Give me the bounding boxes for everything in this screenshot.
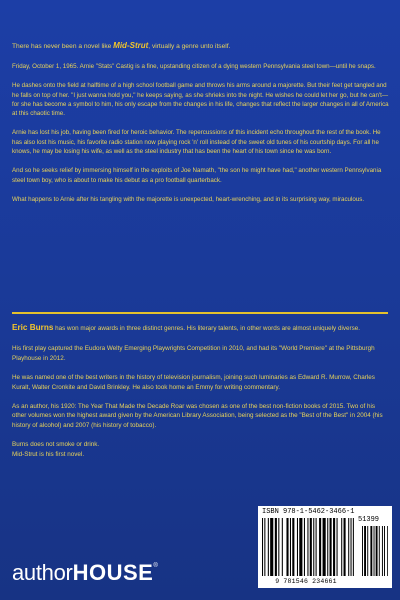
barcode-bar: [270, 518, 273, 576]
barcode-bar: [351, 518, 352, 576]
bio-paragraph: As an author, his 1920: The Year That Made the Decade Roar was chosen as one of the best non-fiction books of 2015. Two of his other volumes won the highest award given by the American Library Association, being selected as the "Best of the Best" in 2004 (his history of alcohol) and 2007 (his history of tobacco).: [12, 403, 383, 429]
blurb-lead-prefix: There has never been a novel like: [12, 43, 114, 50]
barcode-bars: [262, 518, 388, 578]
barcode-bar: [333, 518, 335, 576]
barcode-bar: [297, 518, 298, 576]
trademark-symbol: ®: [153, 563, 158, 569]
author-bio: [12, 322, 390, 469]
book-blurb: [12, 40, 390, 214]
barcode-digits: 9 781546 234661: [275, 578, 337, 585]
barcode-bar: [307, 518, 308, 576]
barcode-bar: [316, 518, 317, 576]
barcode-bar: [268, 518, 269, 576]
addon-bar: [370, 526, 372, 576]
isbn-barcode: [258, 506, 392, 588]
barcode-bar: [275, 518, 277, 576]
barcode-bar: [290, 518, 291, 576]
author-name: Eric Burns: [12, 323, 54, 332]
blurb-lead-suffix: , virtually a genre unto itself.: [148, 43, 231, 50]
barcode-bar: [327, 518, 328, 576]
blurb-paragraph: What happens to Arnie after his tangling with the majorette is unexpected, heart-wrenching, and in its surprising way, miraculous.: [12, 195, 365, 203]
bio-intro-suffix: has won major awards in three distinct genres. His literary talents, in other words are almost uniquely diverse.: [53, 325, 360, 332]
barcode-bar: [330, 518, 332, 576]
barcode-bar: [319, 518, 321, 576]
publisher-logo: [12, 560, 157, 586]
blurb-paragraph: Arnie has lost his job, having been fired for heroic behavior. The repercussions of this incident echo throughout the rest of the book. He has also lost his music, his favorite radio station now playing rock 'n' roll instead of the sweet old tunes of his courtship days. For all he knows, he may be losing his wife, as well as the steel industry that has been the heart of his town since he was born.: [12, 129, 381, 156]
barcode-bar: [313, 518, 314, 576]
barcode-bar: [286, 518, 288, 576]
barcode-bar: [264, 518, 265, 576]
blurb-lead: [12, 40, 390, 52]
isbn-label: ISBN 978-1-5462-3466-1: [262, 508, 355, 516]
barcode-bar: [344, 518, 346, 576]
addon-bar: [379, 526, 380, 576]
section-divider: [12, 312, 388, 314]
barcode-bar: [341, 518, 342, 576]
addon-bar: [387, 526, 388, 576]
barcode-bar: [353, 518, 354, 576]
barcode-bar: [323, 518, 326, 576]
publisher-name-part2: HOUSE: [72, 560, 154, 585]
price-code: 51399: [358, 516, 380, 524]
barcode-bar: [282, 518, 283, 576]
bio-paragraph: His first play captured the Eudora Welty Emerging Playwrights Competition in 2010, and had its "World Premiere" at the Pittsburgh Playhouse in 2012.: [12, 345, 375, 362]
addon-bar: [367, 526, 368, 576]
addon-bar: [382, 526, 383, 576]
barcode-bar: [348, 518, 349, 576]
bio-paragraph: He was named one of the best writers in the history of television journalism, joining such luminaries as Edward R. Murrow, Charles Kuralt, Walter Cronkite and David Brinkley. He also took home an Emmy for writing commentary.: [12, 374, 375, 391]
addon-bar: [364, 526, 366, 576]
barcode-bar: [262, 518, 263, 576]
barcode-bar: [304, 518, 305, 576]
addon-bar: [362, 526, 363, 576]
blurb-paragraph: He dashes onto the field at halftime of a high school football game and throws his arms around a majorette. But their feet get tangled and he falls on top of her. "I just wanna hold you," he keeps saying, as she shrieks into the night. He wishes he could let her go, but he can't—for she has become a symbol to him, his only escape from the changes in his life, changes that reflect the larger changes in all of America at this chaotic time.: [12, 82, 389, 118]
blurb-paragraph: And so he seeks relief by immersing himself in the exploits of Joe Namath, "the son he might have had," another western Pennsylvania steel town boy, who is about to make his debut as a pro football quarterback.: [12, 167, 382, 184]
blurb-paragraph: Friday, October 1, 1965. Arnie "Stats" Castig is a fine, upstanding citizen of a dying western Pennsylvania steel town—until he snaps.: [12, 63, 376, 70]
publisher-name-part1: author: [12, 560, 73, 585]
barcode-bar: [299, 518, 302, 576]
bio-closing-line: Mid-Strut is his first novel.: [12, 450, 85, 458]
barcode-bar: [292, 518, 294, 576]
barcode-bar: [278, 518, 279, 576]
bio-closing: [12, 440, 390, 459]
addon-bar: [376, 526, 378, 576]
bio-intro: [12, 322, 390, 334]
barcode-bar: [310, 518, 312, 576]
barcode-bar: [337, 518, 338, 576]
addon-bar: [384, 526, 385, 576]
addon-bar: [374, 526, 375, 576]
book-title-emphasis: Mid-Strut: [113, 41, 149, 50]
bio-closing-line: Burns does not smoke or drink.: [12, 441, 100, 449]
